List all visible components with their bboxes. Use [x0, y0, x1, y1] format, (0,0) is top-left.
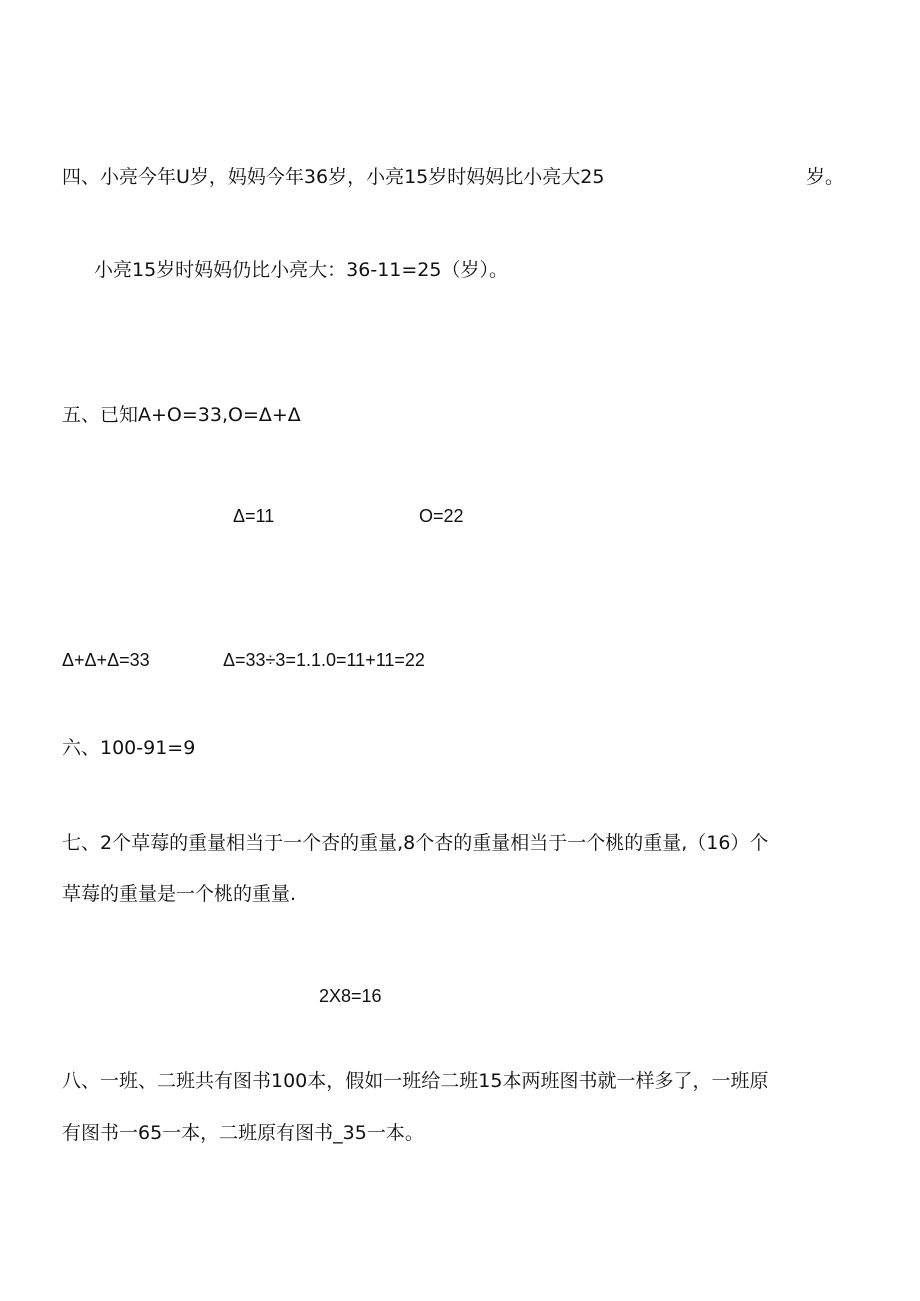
- q5-work-left: Δ+Δ+Δ=33: [62, 650, 150, 670]
- q4-question: 四、小亮今年U岁，妈妈今年36岁，小亮15岁时妈妈比小亮大25: [62, 166, 605, 188]
- q5-circle-value: O=22: [419, 506, 464, 526]
- q5-question: 五、已知A+O=33,O=Δ+Δ: [62, 404, 301, 426]
- q5-work-right: Δ=33÷3=1.1.0=11+11=22: [223, 650, 425, 670]
- q6-question: 六、100-91=9: [62, 737, 196, 759]
- q7-question-line1: 七、2个草莓的重量相当于一个杏的重量,8个杏的重量相当于一个桃的重量,（16）个: [62, 832, 769, 854]
- q5-delta-value: Δ=11: [233, 506, 275, 526]
- q8-question-line2: 有图书一65一本，二班原有图书_35一本。: [62, 1122, 424, 1144]
- q7-work: 2X8=16: [319, 986, 382, 1006]
- q7-question-line2: 草莓的重量是一个桃的重量.: [62, 883, 297, 905]
- q4-answer: 小亮15岁时妈妈仍比小亮大：36-11=25（岁）。: [94, 259, 508, 281]
- q4-question-end: 岁。: [806, 166, 845, 188]
- q8-question-line1: 八、一班、二班共有图书100本，假如一班给二班15本两班图书就一样多了，一班原: [62, 1070, 769, 1092]
